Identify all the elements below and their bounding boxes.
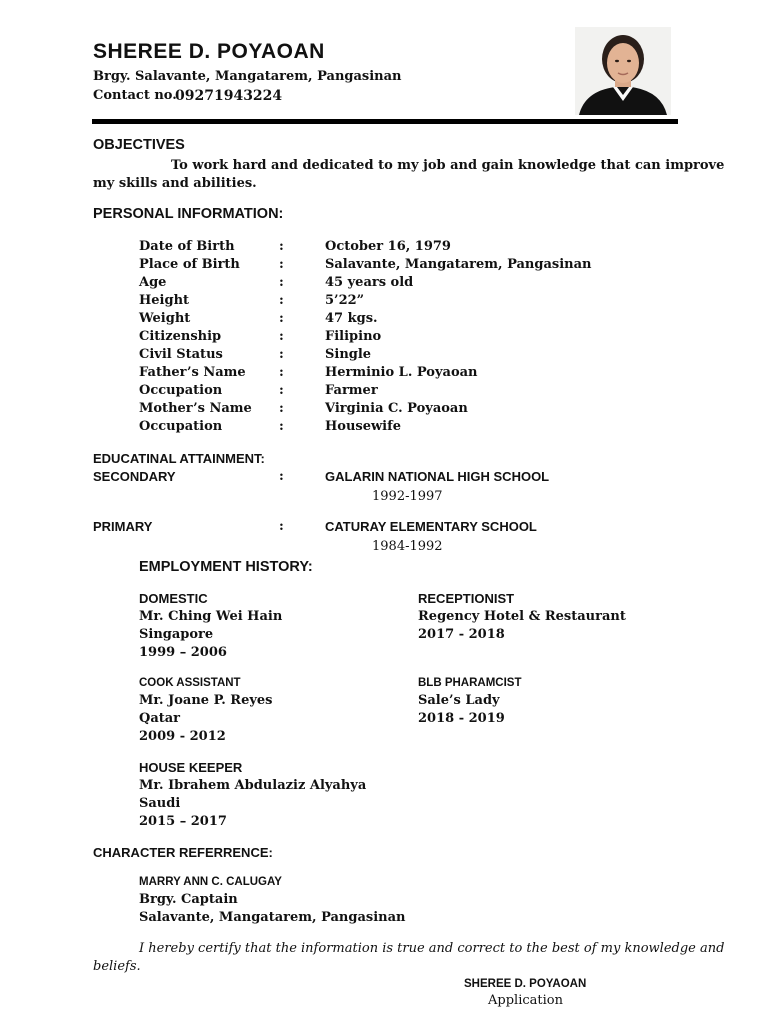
contact-number: 09271943224 bbox=[175, 88, 283, 104]
personal-sep: : bbox=[279, 311, 284, 326]
primary-school: CATURAY ELEMENTARY SCHOOL bbox=[325, 519, 537, 534]
personal-label: Occupation bbox=[139, 383, 223, 398]
applicant-address: Brgy. Salavante, Mangatarem, Pangasinan bbox=[93, 69, 402, 84]
job-title: BLB PHARAMCIST bbox=[418, 677, 522, 689]
objectives-line-2: my skills and abilities. bbox=[93, 176, 257, 191]
job-years: 2009 - 2012 bbox=[139, 729, 226, 744]
personal-value: Filipino bbox=[325, 329, 382, 344]
personal-value: Housewife bbox=[325, 419, 401, 434]
personal-info-heading: PERSONAL INFORMATION: bbox=[93, 206, 284, 222]
job-title: DOMESTIC bbox=[139, 591, 208, 606]
primary-years: 1984-1992 bbox=[372, 539, 443, 554]
personal-label: Place of Birth bbox=[139, 257, 240, 272]
personal-sep: : bbox=[279, 383, 284, 398]
secondary-label: SECONDARY bbox=[93, 469, 176, 484]
reference-address: Salavante, Mangatarem, Pangasinan bbox=[139, 910, 406, 925]
personal-sep: : bbox=[279, 419, 284, 434]
objectives-heading: OBJECTIVES bbox=[93, 137, 185, 153]
reference-position: Brgy. Captain bbox=[139, 892, 238, 907]
personal-sep: : bbox=[279, 347, 284, 362]
contact-label: Contact no. bbox=[93, 88, 177, 103]
personal-sep: : bbox=[279, 239, 284, 254]
personal-label: Father’s Name bbox=[139, 365, 246, 380]
personal-label: Height bbox=[139, 293, 190, 308]
job-employer: Mr. Ching Wei Hain bbox=[139, 609, 283, 624]
job-place: Singapore bbox=[139, 627, 214, 642]
personal-label: Citizenship bbox=[139, 329, 222, 344]
certification-line-1: I hereby certify that the information is true and correct to the best of my knowledge and bbox=[139, 941, 725, 956]
personal-sep: : bbox=[279, 257, 284, 272]
primary-sep: : bbox=[279, 519, 284, 534]
certification-line-2: beliefs. bbox=[93, 959, 141, 974]
job-title: COOK ASSISTANT bbox=[139, 677, 241, 689]
job-title: RECEPTIONIST bbox=[418, 591, 515, 606]
job-employer: Sale’s Lady bbox=[418, 693, 500, 708]
personal-value: Single bbox=[325, 347, 372, 362]
personal-label: Weight bbox=[139, 311, 191, 326]
personal-value: 45 years old bbox=[325, 275, 414, 290]
job-employer: Mr. Ibrahem Abdulaziz Alyahya bbox=[139, 778, 367, 793]
personal-value: Herminio L. Poyaoan bbox=[325, 365, 478, 380]
signature-name: SHEREE D. POYAOAN bbox=[464, 978, 587, 990]
personal-label: Date of Birth bbox=[139, 239, 235, 254]
personal-label: Civil Status bbox=[139, 347, 223, 362]
education-heading: EDUCATINAL ATTAINMENT: bbox=[93, 451, 265, 466]
job-employer: Regency Hotel & Restaurant bbox=[418, 609, 626, 624]
header-divider bbox=[92, 119, 678, 124]
applicant-photo bbox=[575, 27, 671, 115]
personal-value: Salavante, Mangatarem, Pangasinan bbox=[325, 257, 592, 272]
signature-caption: Application bbox=[488, 993, 563, 1008]
job-employer: Mr. Joane P. Reyes bbox=[139, 693, 273, 708]
secondary-school: GALARIN NATIONAL HIGH SCHOOL bbox=[325, 469, 550, 484]
job-years: 2017 - 2018 bbox=[418, 627, 505, 642]
employment-heading: EMPLOYMENT HISTORY: bbox=[139, 559, 313, 575]
job-place: Qatar bbox=[139, 711, 181, 726]
primary-label: PRIMARY bbox=[93, 519, 153, 534]
applicant-name: SHEREE D. POYAOAN bbox=[93, 40, 325, 63]
job-years: 2018 - 2019 bbox=[418, 711, 505, 726]
personal-label: Mother’s Name bbox=[139, 401, 252, 416]
reference-name: MARRY ANN C. CALUGAY bbox=[139, 876, 282, 888]
job-place: Saudi bbox=[139, 796, 181, 811]
personal-value: Virginia C. Poyaoan bbox=[325, 401, 468, 416]
personal-sep: : bbox=[279, 401, 284, 416]
job-title: HOUSE KEEPER bbox=[139, 760, 243, 775]
personal-label: Occupation bbox=[139, 419, 223, 434]
reference-heading: CHARACTER REFERRENCE: bbox=[93, 845, 273, 860]
personal-sep: : bbox=[279, 329, 284, 344]
secondary-years: 1992-1997 bbox=[372, 489, 443, 504]
personal-sep: : bbox=[279, 293, 284, 308]
personal-sep: : bbox=[279, 275, 284, 290]
personal-value: Farmer bbox=[325, 383, 378, 398]
personal-sep: : bbox=[279, 365, 284, 380]
personal-label: Age bbox=[139, 275, 167, 290]
job-years: 2015 – 2017 bbox=[139, 814, 227, 829]
objectives-line-1: To work hard and dedicated to my job and gain knowledge that can improve bbox=[171, 158, 725, 173]
personal-value: October 16, 1979 bbox=[325, 239, 451, 254]
personal-value: 5’22” bbox=[325, 293, 365, 308]
secondary-sep: : bbox=[279, 469, 284, 484]
personal-value: 47 kgs. bbox=[325, 311, 378, 326]
job-years: 1999 – 2006 bbox=[139, 645, 227, 660]
